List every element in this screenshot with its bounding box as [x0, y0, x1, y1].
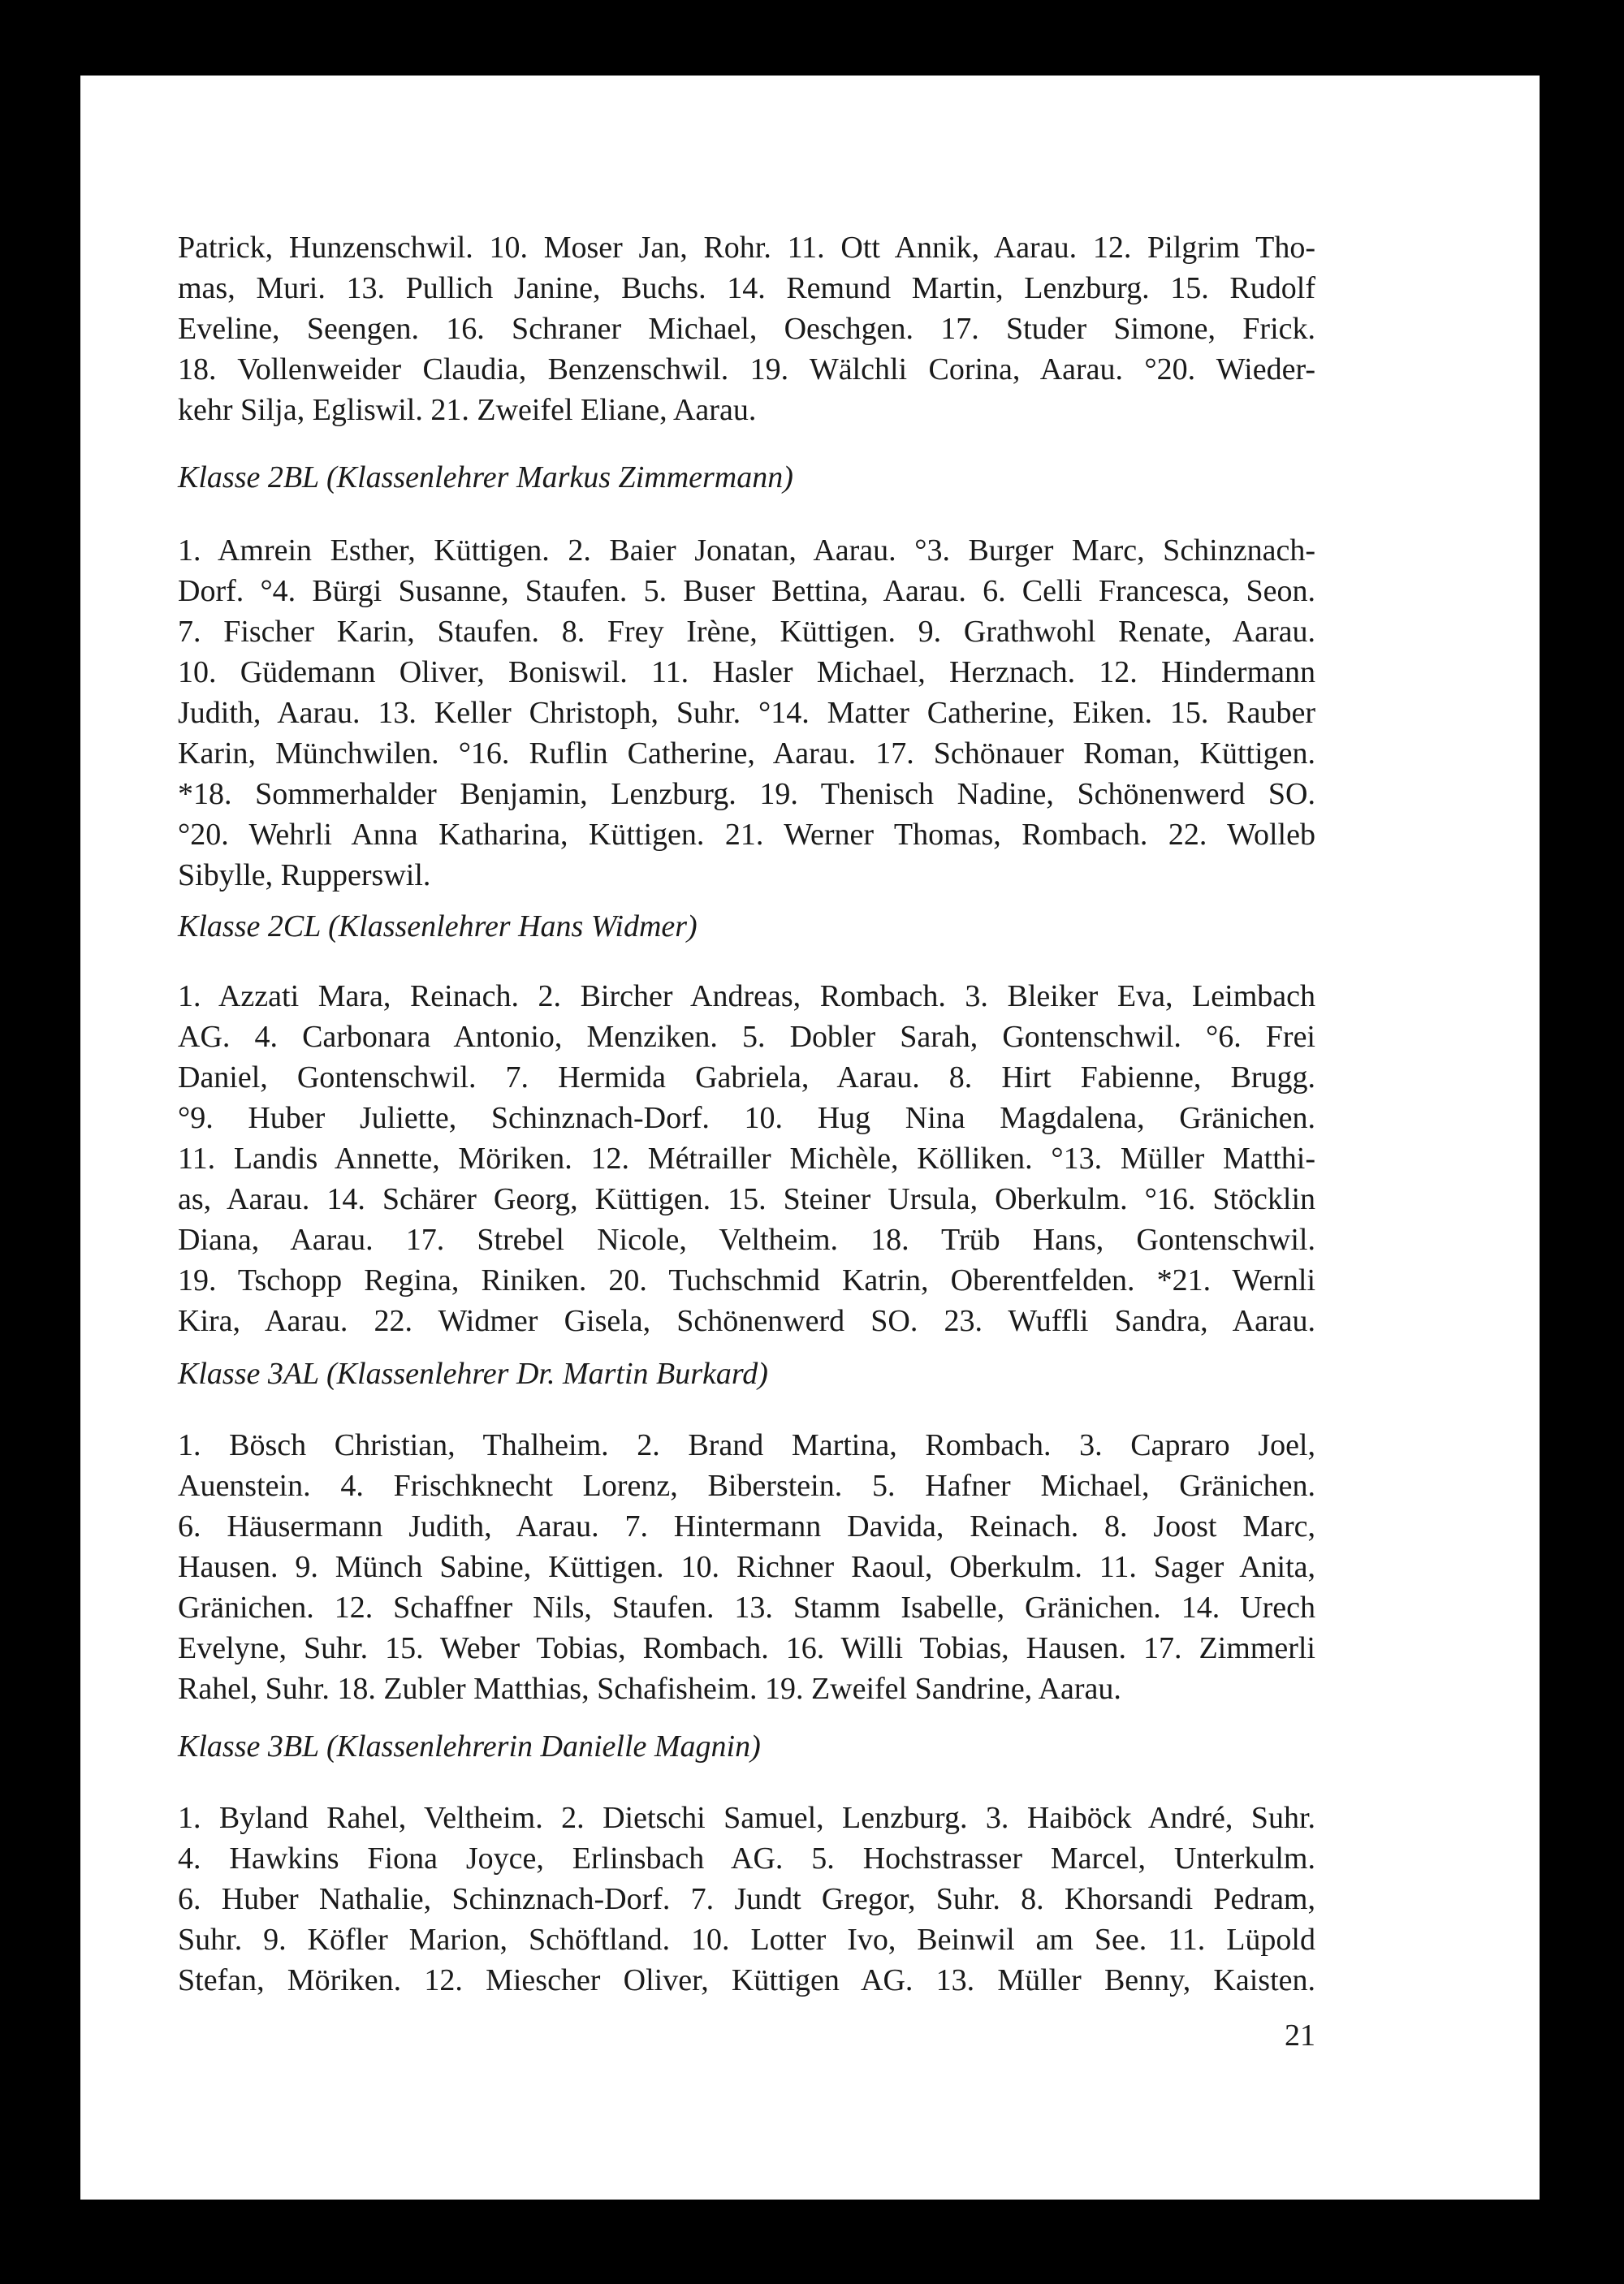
text-line: Hausen. 9. Münch Sabine, Küttigen. 10. Richner Raoul, Oberkulm. 11. Sager Anita, — [178, 1550, 1315, 1584]
text-line: 1. Bösch Christian, Thalheim. 2. Brand Martina, Rombach. 3. Capraro Joel, — [178, 1428, 1315, 1462]
student-list-paragraph — [178, 1798, 1315, 2001]
text-line: Sibylle, Rupperswil. — [178, 858, 431, 892]
text-line: 6. Huber Nathalie, Schinznach-Dorf. 7. Jundt Gregor, Suhr. 8. Khorsandi Pedram, — [178, 1882, 1315, 1916]
student-list-paragraph — [178, 227, 1315, 430]
text-line: Rahel, Suhr. 18. Zubler Matthias, Schafisheim. 19. Zweifel Sandrine, Aarau. — [178, 1672, 1121, 1706]
text-line: Kira, Aarau. 22. Widmer Gisela, Schönenwerd SO. 23. Wuffli Sandra, Aarau. — [178, 1304, 1315, 1338]
text-line: 1. Amrein Esther, Küttigen. 2. Baier Jonatan, Aarau. °3. Burger Marc, Schinznach- — [178, 533, 1315, 568]
text-line: Daniel, Gontenschwil. 7. Hermida Gabriela, Aarau. 8. Hirt Fabienne, Brugg. — [178, 1060, 1315, 1095]
student-list-paragraph — [178, 976, 1315, 1341]
text-line: AG. 4. Carbonara Antonio, Menziken. 5. Dobler Sarah, Gontenschwil. °6. Frei — [178, 1020, 1315, 1054]
text-line: 1. Azzati Mara, Reinach. 2. Bircher Andreas, Rombach. 3. Bleiker Eva, Leimbach — [178, 979, 1315, 1013]
text-line: °20. Wehrli Anna Katharina, Küttigen. 21. Werner Thomas, Rombach. 22. Wolleb — [178, 818, 1315, 852]
class-heading: Klasse 3BL (Klassenlehrerin Danielle Magnin) — [178, 1729, 761, 1764]
text-line: *18. Sommerhalder Benjamin, Lenzburg. 19. Thenisch Nadine, Schönenwerd SO. — [178, 777, 1315, 811]
text-line: Stefan, Möriken. 12. Miescher Oliver, Küttigen AG. 13. Müller Benny, Kaisten. — [178, 1963, 1315, 1997]
text-line: kehr Silja, Egliswil. 21. Zweifel Eliane, Aarau. — [178, 393, 757, 427]
text-line: Judith, Aarau. 13. Keller Christoph, Suhr. °14. Matter Catherine, Eiken. 15. Rauber — [178, 696, 1315, 730]
text-line: as, Aarau. 14. Schärer Georg, Küttigen. 15. Steiner Ursula, Oberkulm. °16. Stöcklin — [178, 1182, 1315, 1216]
text-line: Patrick, Hunzenschwil. 10. Moser Jan, Rohr. 11. Ott Annik, Aarau. 12. Pilgrim Tho- — [178, 231, 1315, 265]
text-line: Dorf. °4. Bürgi Susanne, Staufen. 5. Buser Bettina, Aarau. 6. Celli Francesca, Seon. — [178, 574, 1315, 608]
text-line: Eveline, Seengen. 16. Schraner Michael, Oeschgen. 17. Studer Simone, Frick. — [178, 312, 1315, 346]
text-line: 1. Byland Rahel, Veltheim. 2. Dietschi Samuel, Lenzburg. 3. Haiböck André, Suhr. — [178, 1801, 1315, 1835]
text-line: Gränichen. 12. Schaffner Nils, Staufen. 13. Stamm Isabelle, Gränichen. 14. Urech — [178, 1591, 1315, 1625]
text-line: Auenstein. 4. Frischknecht Lorenz, Biberstein. 5. Hafner Michael, Gränichen. — [178, 1469, 1315, 1503]
class-heading: Klasse 2CL (Klassenlehrer Hans Widmer) — [178, 909, 698, 943]
text-line: 18. Vollenweider Claudia, Benzenschwil. 19. Wälchli Corina, Aarau. °20. Wieder- — [178, 352, 1315, 386]
text-line: 11. Landis Annette, Möriken. 12. Métrailler Michèle, Kölliken. °13. Müller Matthi- — [178, 1142, 1315, 1176]
text-line: 10. Güdemann Oliver, Boniswil. 11. Hasler Michael, Herznach. 12. Hindermann — [178, 655, 1315, 689]
class-heading: Klasse 3AL (Klassenlehrer Dr. Martin Burkard) — [178, 1357, 768, 1391]
text-line: 19. Tschopp Regina, Riniken. 20. Tuchschmid Katrin, Oberentfelden. *21. Wernli — [178, 1263, 1315, 1297]
text-line: 6. Häusermann Judith, Aarau. 7. Hintermann Davida, Reinach. 8. Joost Marc, — [178, 1509, 1315, 1544]
text-line: Diana, Aarau. 17. Strebel Nicole, Veltheim. 18. Trüb Hans, Gontenschwil. — [178, 1223, 1315, 1257]
student-list-paragraph — [178, 530, 1315, 896]
text-line: Evelyne, Suhr. 15. Weber Tobias, Rombach. 16. Willi Tobias, Hausen. 17. Zimmerli — [178, 1631, 1315, 1665]
page-number: 21 — [1285, 2018, 1315, 2053]
text-line: mas, Muri. 13. Pullich Janine, Buchs. 14. Remund Martin, Lenzburg. 15. Rudolf — [178, 271, 1315, 305]
text-line: 7. Fischer Karin, Staufen. 8. Frey Irène, Küttigen. 9. Grathwohl Renate, Aarau. — [178, 615, 1315, 649]
text-line: Karin, Münchwilen. °16. Ruflin Catherine, Aarau. 17. Schönauer Roman, Küttigen. — [178, 736, 1315, 771]
student-list-paragraph — [178, 1425, 1315, 1709]
text-line: °9. Huber Juliette, Schinznach-Dorf. 10. Hug Nina Magdalena, Gränichen. — [178, 1101, 1315, 1135]
text-line: 4. Hawkins Fiona Joyce, Erlinsbach AG. 5. Hochstrasser Marcel, Unterkulm. — [178, 1841, 1315, 1876]
text-line: Suhr. 9. Köfler Marion, Schöftland. 10. Lotter Ivo, Beinwil am See. 11. Lüpold — [178, 1923, 1315, 1957]
class-heading: Klasse 2BL (Klassenlehrer Markus Zimmermann) — [178, 460, 793, 494]
